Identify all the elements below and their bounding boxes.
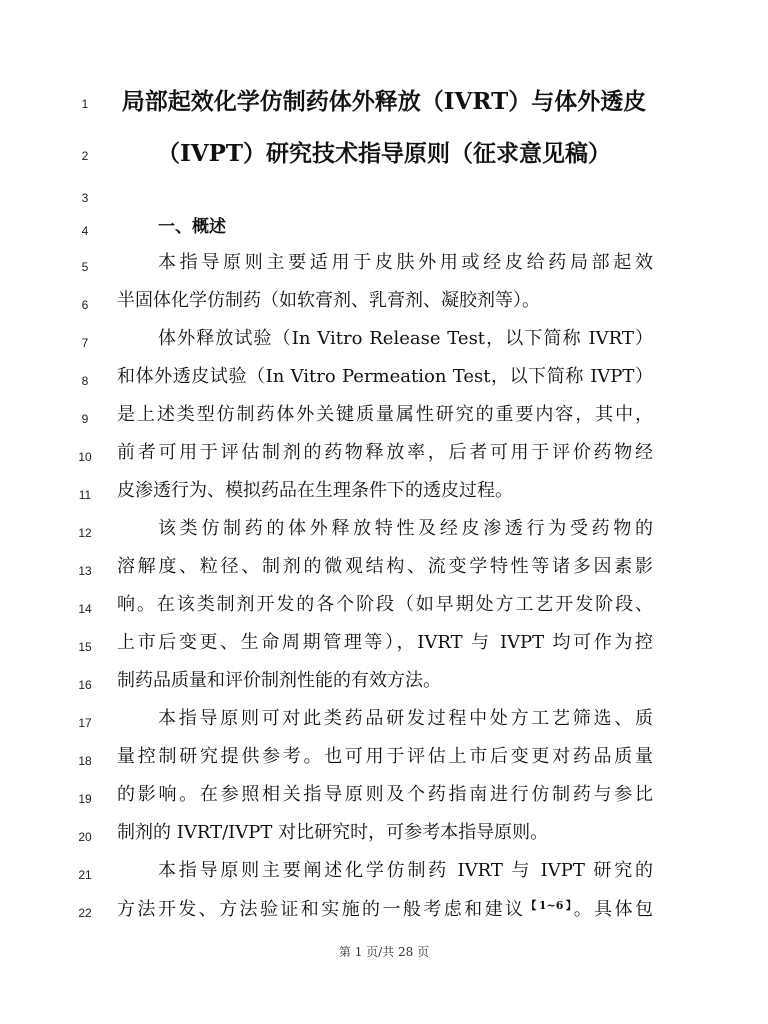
- body-line: 响。在该类制剂开发的各个阶段（如早期处方工艺开发阶段、: [117, 594, 653, 615]
- body-line: 本指导原则主要适用于皮肤外用或经皮给药局部起效: [158, 252, 653, 273]
- line-number: 14: [78, 602, 92, 616]
- body-line: 本指导原则可对此类药品研发过程中处方工艺筛选、质: [158, 708, 653, 729]
- line-number: 1: [81, 97, 89, 111]
- line-number: 4: [81, 224, 89, 238]
- body-line: 皮渗透行为、模拟药品在生理条件下的透皮过程。: [117, 480, 513, 501]
- line-number: 16: [78, 678, 92, 692]
- body-line: 半固体化学仿制药（如软膏剂、乳膏剂、凝胶剂等）。: [117, 290, 540, 311]
- line-number: 11: [78, 488, 92, 502]
- line-number: 17: [78, 716, 92, 730]
- line-number: 15: [78, 640, 92, 654]
- body-line: 的影响。在参照相关指导原则及个药指南进行仿制药与参比: [117, 784, 653, 805]
- line-number: 8: [81, 374, 89, 388]
- line-number: 19: [78, 792, 92, 806]
- line-number: 5: [81, 260, 89, 274]
- body-line: 本指导原则主要阐述化学仿制药 IVRT 与 IVPT 研究的: [158, 860, 653, 881]
- body-line-text: 方法开发、方法验证和实施的一般考虑和建议: [117, 899, 526, 920]
- body-line: 体外释放试验（In Vitro Release Test，以下简称 IVRT）: [158, 328, 653, 349]
- line-number: 21: [78, 868, 92, 882]
- line-number: 3: [81, 191, 89, 205]
- body-line: 该类仿制药的体外释放特性及经皮渗透行为受药物的: [158, 518, 653, 539]
- line-number: 6: [81, 298, 89, 312]
- document-title-line: （IVPT）研究技术指导原则（征求意见稿）: [156, 140, 611, 167]
- line-number: 7: [81, 336, 89, 350]
- line-number: 9: [81, 412, 89, 426]
- line-number: 20: [78, 830, 92, 844]
- section-heading: 一、概述: [158, 217, 226, 237]
- line-number: 12: [78, 526, 92, 540]
- document-title-line: 局部起效化学仿制药体外释放（IVRT）与体外透皮: [121, 88, 647, 115]
- line-number: 2: [81, 149, 89, 163]
- line-number: 22: [78, 906, 92, 920]
- page-footer: 第 1 页/共 28 页: [338, 945, 430, 959]
- body-line: 是上述类型仿制药体外关键质量属性研究的重要内容，其中，: [117, 404, 653, 425]
- line-number: 10: [78, 450, 92, 464]
- line-number: 18: [78, 754, 92, 768]
- body-line: 上市后变更、生命周期管理等），IVRT 与 IVPT 均可作为控: [117, 632, 653, 653]
- body-line-tail: 。具体包: [573, 899, 653, 920]
- line-number: 13: [78, 564, 92, 578]
- citation-superscript: 【1~6】: [525, 899, 574, 912]
- body-line: 溶解度、粒径、制剂的微观结构、流变学特性等诸多因素影: [117, 556, 653, 577]
- body-line: 制药品质量和评价制剂性能的有效方法。: [117, 670, 441, 691]
- body-line: 量控制研究提供参考。也可用于评估上市后变更对药品质量: [117, 746, 653, 767]
- body-line: 和体外透皮试验（In Vitro Permeation Test，以下简称 IVPT）: [117, 366, 653, 387]
- body-line: 前者可用于评估制剂的药物释放率，后者可用于评价药物经: [117, 442, 653, 463]
- body-line: 制剂的 IVRT/IVPT 对比研究时，可参考本指导原则。: [117, 822, 549, 843]
- body-line-with-citation: [117, 900, 653, 919]
